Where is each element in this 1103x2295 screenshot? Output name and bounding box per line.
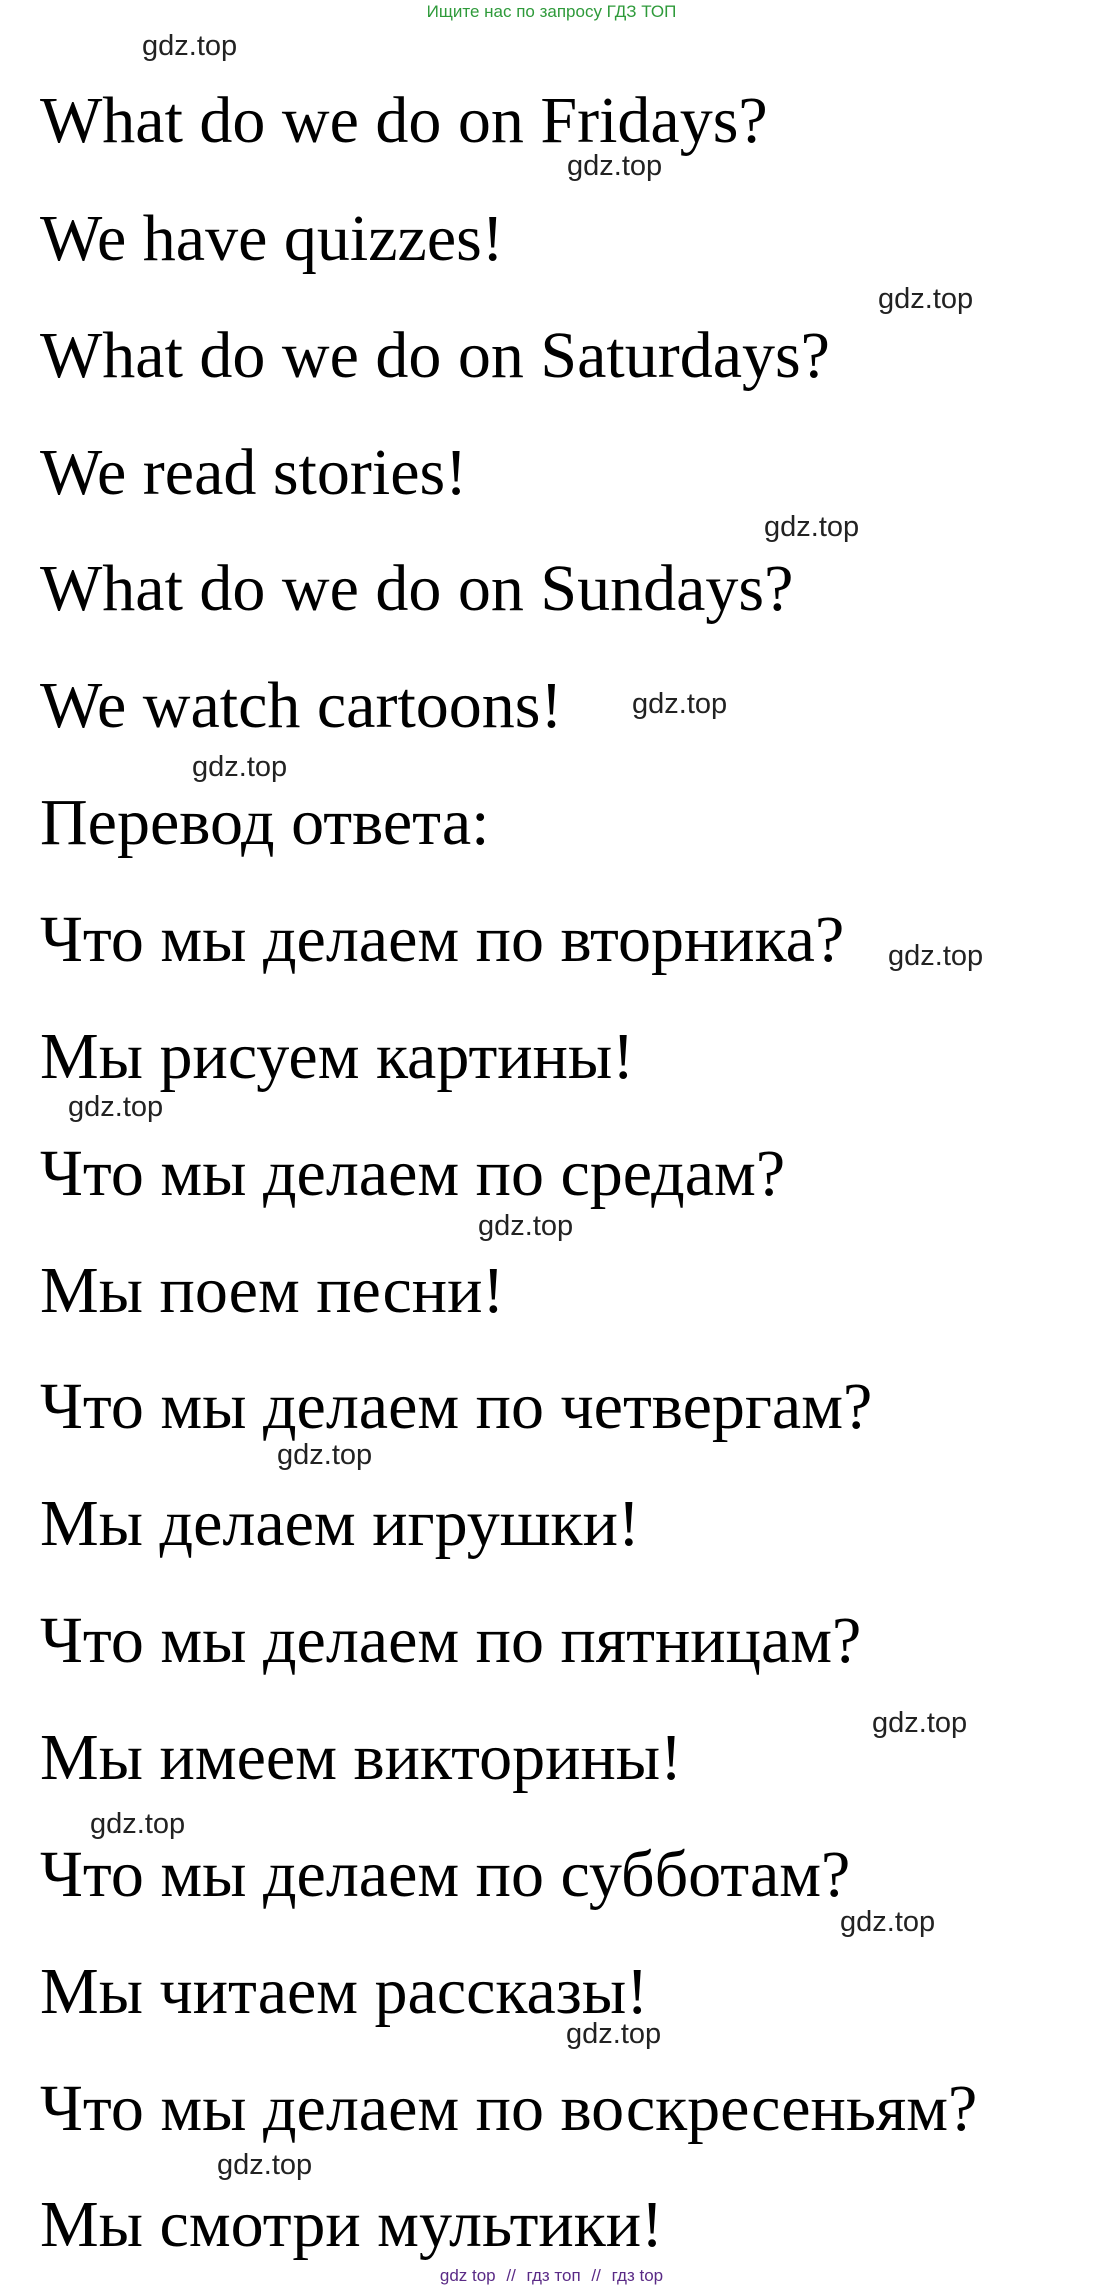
footer-link[interactable]: gdz top [439, 2266, 496, 2285]
text-line: Мы рисуем картины! [40, 1020, 635, 1093]
text-line: We have quizzes! [40, 202, 504, 275]
footer-links [0, 2266, 1103, 2286]
text-line: We watch cartoons! [40, 669, 563, 742]
watermark: gdz.top [632, 688, 728, 720]
watermark: gdz.top [878, 283, 974, 315]
text-line: Что мы делаем по четвергам? [40, 1370, 873, 1443]
text-line: What do we do on Sundays? [40, 552, 794, 625]
text-line: What do we do on Fridays? [40, 84, 768, 157]
top-banner[interactable]: Ищите нас по запросу ГДЗ ТОП [426, 2, 677, 21]
text-line: Мы имеем викторины! [40, 1721, 683, 1794]
watermark: gdz.top [478, 1210, 574, 1242]
footer-link[interactable]: гдз top [611, 2266, 664, 2285]
footer-separator: // [506, 2266, 516, 2285]
footer-separator: // [591, 2266, 601, 2285]
watermark: gdz.top [217, 2149, 313, 2181]
watermark: gdz.top [192, 751, 288, 783]
watermark: gdz.top [68, 1091, 164, 1123]
watermark: gdz.top [840, 1906, 936, 1938]
translation-heading: Перевод ответа: [40, 786, 490, 859]
text-line: We read stories! [40, 436, 468, 509]
text-line: What do we do on Saturdays? [40, 319, 830, 392]
watermark: gdz.top [872, 1707, 968, 1739]
watermark: gdz.top [277, 1439, 373, 1471]
text-line: Мы поем песни! [40, 1254, 505, 1327]
text-line: Мы смотри мультики! [40, 2188, 664, 2261]
text-line: Что мы делаем по вторника? [40, 903, 845, 976]
watermark: gdz.top [142, 30, 238, 62]
watermark: gdz.top [566, 2018, 662, 2050]
text-line: Что мы делаем по воскресеньям? [40, 2072, 978, 2145]
footer-link[interactable]: гдз топ [526, 2266, 581, 2285]
watermark: gdz.top [888, 940, 984, 972]
text-line: Что мы делаем по пятницам? [40, 1604, 862, 1677]
watermark: gdz.top [764, 511, 860, 543]
watermark: gdz.top [567, 150, 663, 182]
watermark: gdz.top [90, 1808, 186, 1840]
text-line: Мы читаем рассказы! [40, 1955, 649, 2028]
text-line: Что мы делаем по субботам? [40, 1838, 851, 1911]
text-line: Что мы делаем по средам? [40, 1137, 786, 1210]
text-line: Мы делаем игрушки! [40, 1487, 640, 1560]
